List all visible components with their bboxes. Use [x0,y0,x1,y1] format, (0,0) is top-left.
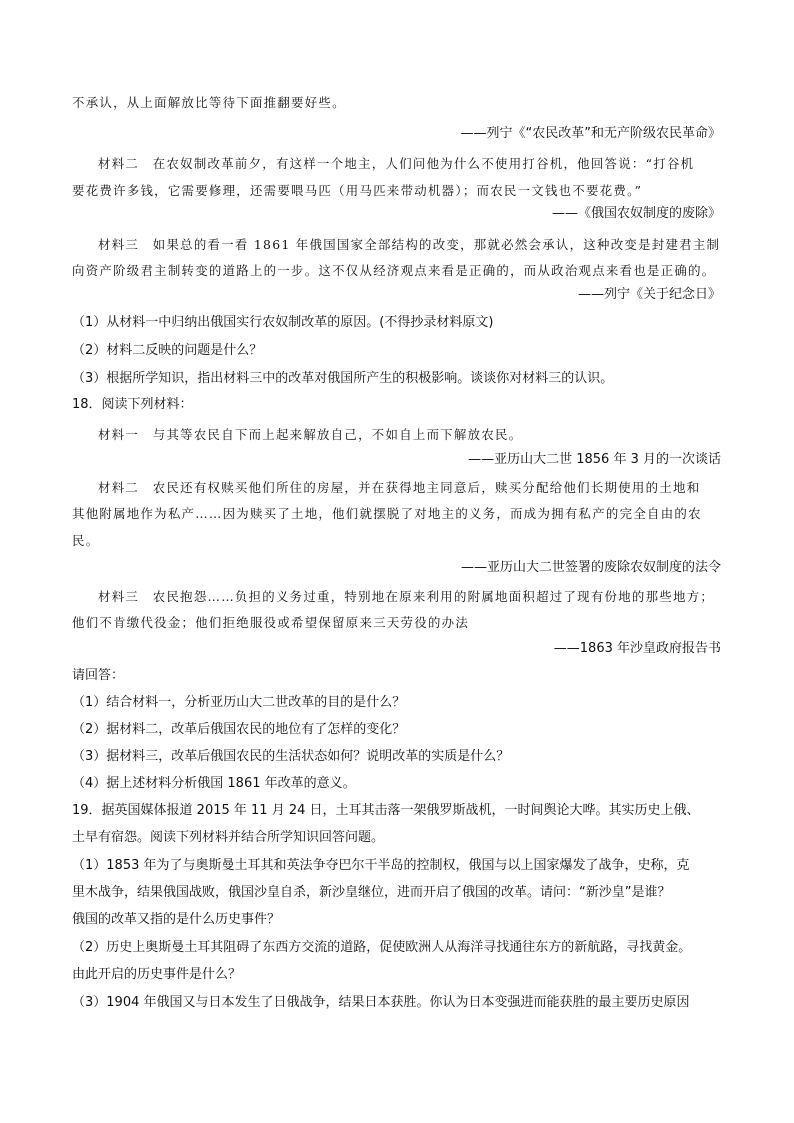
material2-line2: 要花费许多钱，它需要修理，还需要喂马匹（用马匹来带动机器）；而农民一文钱也不要花费。” [72,183,643,198]
q18-1: （1）结合材料一，分析亚历山大二世改革的目的是什么？ [72,695,406,710]
q18-material2-line1: 材料二 农民还有权赎买他们所住的房屋，并在获得地主同意后，赎买分配给他们长期使用的土地和 [98,480,701,495]
q18-material3-line2: 他们不肯缴代役金；他们拒绝服役或希望保留原来三天劳役的办法 [72,615,470,630]
q18-2: （2）据材料二，改革后俄国农民的地位有了怎样的变化？ [72,722,406,737]
q18-4: （4）据上述材料分析俄国 1861 年改革的意义。 [72,776,356,791]
q18-material3-line1: 材料三 农民抱怨……负担的义务过重，特别地在原来利用的附属地面积超过了现有份地的那些地方； [98,589,715,604]
q18-3: （3）据材料三，改革后俄国农民的生活状态如何？说明改革的实质是什么？ [72,749,510,764]
q19-intro-line2: 土早有宿怨。阅读下列材料并结合所学知识回答问题。 [72,830,385,845]
q17-1: （1）从材料一中归纳出俄国实行农奴制改革的原因。(不得抄录材料原文) [72,315,494,330]
q19-1-line2: 里木战争，结果俄国战败，俄国沙皇自杀，新沙皇继位，进而开启了俄国的改革。请问：“新沙皇”是谁？ [72,885,671,900]
material3-line2: 向资产阶级君主制转变的道路上的一步。这不仅从经济观点来看是正确的，而从政治观点来看也是正确的。 [72,263,716,278]
material1-continuation: 不承认，从上面解放比等待下面推翻要好些。 [72,95,346,110]
q19-2-line2: 由此开启的历史事件是什么？ [72,967,242,982]
q19-1-line3: 俄国的改革又指的是什么历史事件？ [72,912,281,927]
q19-1-line1: （1）1853 年为了与奥斯曼土耳其和英法争夺巴尔干半岛的控制权，俄国与以上国家爆发了战争，史称，克 [72,858,690,873]
q18-source3: ——1863 年沙皇政府报告书 [553,641,721,656]
source-lenin-peasant-reform: ——列宁《“农民改革”和无产阶级农民革命》 [460,126,721,141]
q18-material2-line2: 其他附属地作为私产……因为赎买了土地，他们就摆脱了对地主的义务，而成为拥有私产的完全自由的农 [72,506,702,521]
q19-3-line1: （3）1904 年俄国又与日本发生了日俄战争，结果日本获胜。你认为日本变强进而能获胜的最主要历史原因 [72,995,690,1010]
q18-source1: ——亚历山大二世 1856 年 3 月的一次谈话 [468,452,721,467]
q17-3: （3）根据所学知识，指出材料三中的改革对俄国所产生的积极影响。谈谈你对材料三的认识。 [72,371,614,386]
q18-source2: ——亚历山大二世签署的废除农奴制度的法令 [460,560,721,575]
q18-material2-line3: 民。 [72,533,100,548]
q17-2: （2）材料二反映的问题是什么？ [72,343,263,358]
material3-line1: 材料三 如果总的看一看 1861 年俄国国家全部结构的改变，那就必然会承认，这种改变是封建君主制 [98,237,721,252]
q19-intro-line1: 19．据英国媒体报道 2015 年 11 月 24 日，土耳其击落一架俄罗斯战机，一时间舆论大哗。其实历史上俄、 [72,803,700,818]
q19-2-line1: （2）历史上奥斯曼土耳其阻碍了东西方交流的道路，促使欧洲人从海洋寻找通往东方的新航路，寻找黄金。 [72,940,692,955]
source-lenin-anniversary: ——列宁《关于纪念日》 [577,287,721,302]
q18-material1: 材料一 与其等农民自下而上起来解放自己，不如自上而下解放农民。 [98,427,523,442]
q18-ask: 请回答： [72,668,125,683]
question-18-title: 18．阅读下列材料： [72,397,193,412]
material2-line1: 材料二 在农奴制改革前夕，有这样一个地主，人们问他为什么不使用打谷机，他回答说：“打谷机 [98,156,695,171]
source-serfdom-abolition: ——《俄国农奴制度的废除》 [551,206,721,221]
